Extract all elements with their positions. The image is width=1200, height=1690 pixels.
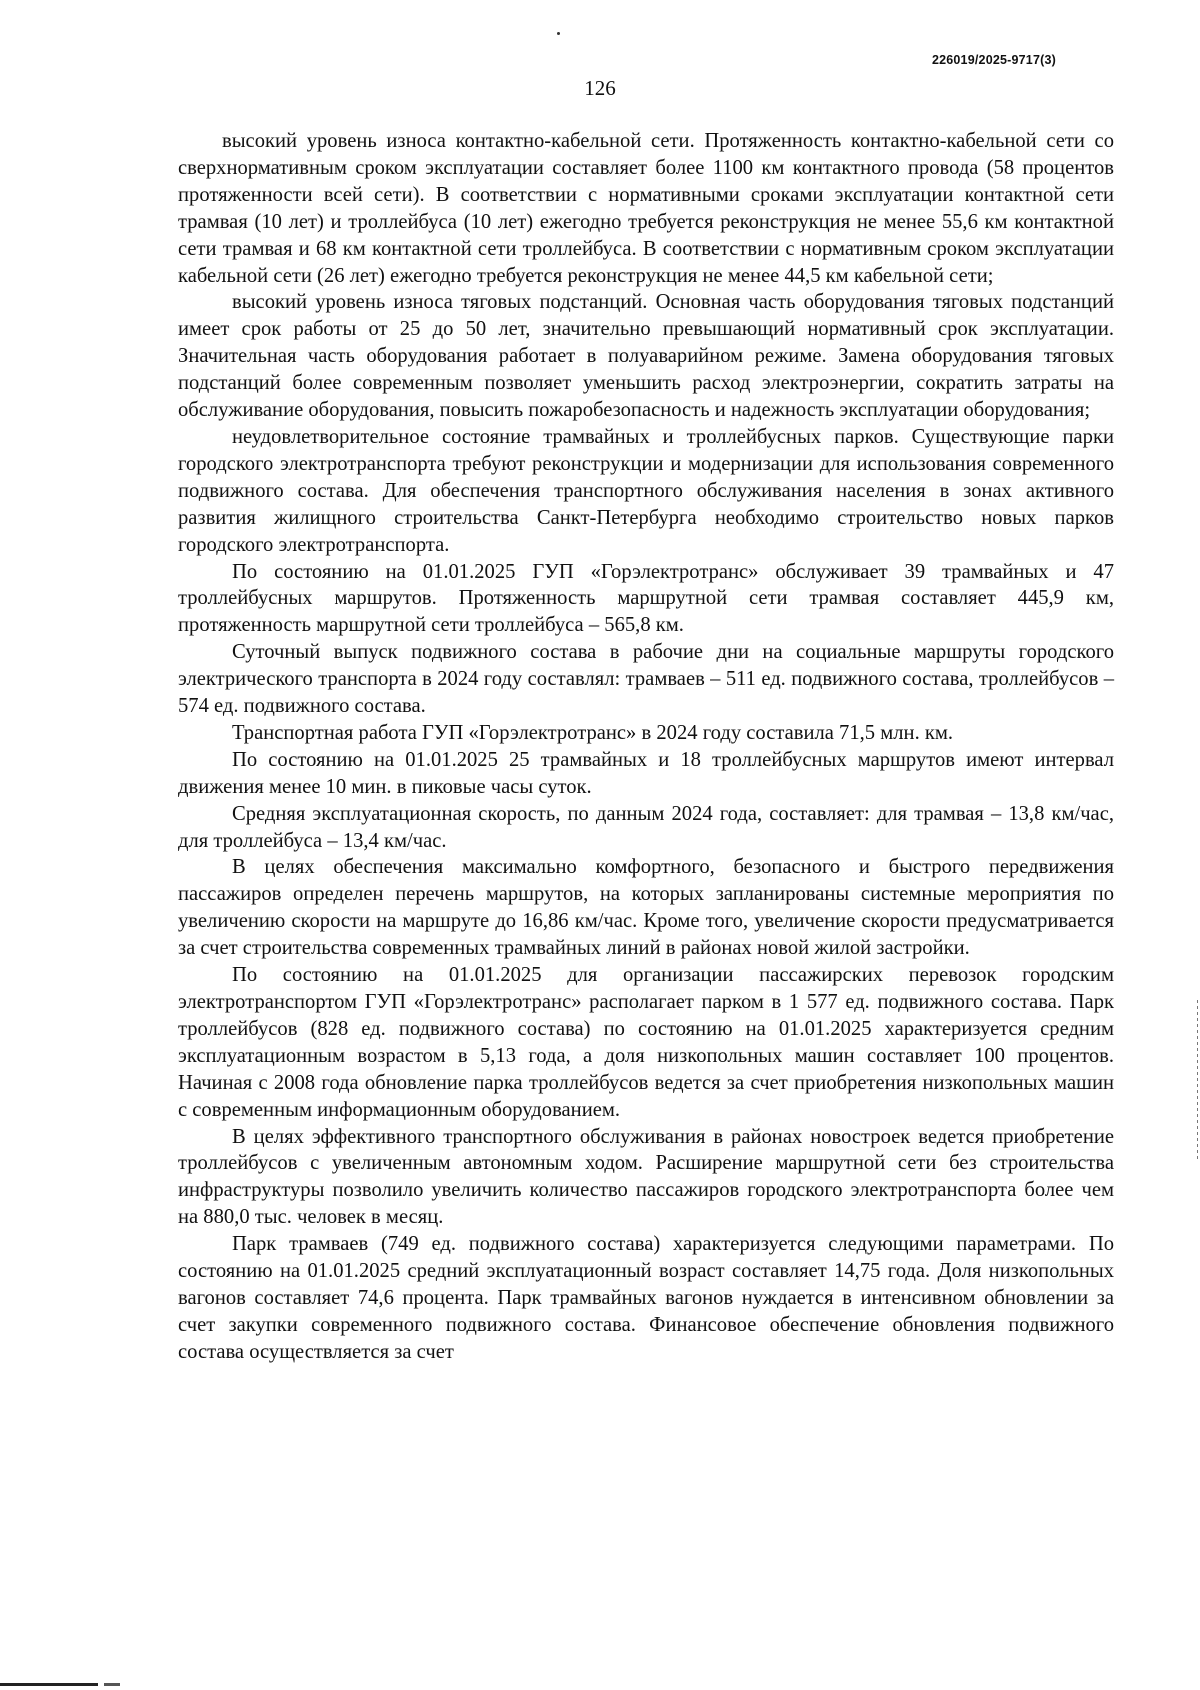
body-text xyxy=(178,128,1114,1366)
scan-bottom-dot xyxy=(104,1683,120,1686)
paragraph-route-network: По состоянию на 01.01.2025 ГУП «Горэлектротранс» обслуживает 39 трамвайных и 47 троллейбусных маршрутов. Протяженность маршрутной сети трамвая составляет 445,9 км, протяженность маршрутной сети троллейбуса – 565,8 км. xyxy=(178,560,1114,637)
paragraph-fleet-trolleybus: По состоянию на 01.01.2025 для организации пассажирских перевозок городским электротранспортом ГУП «Горэлектротранс» располагает парком в 1 577 ед. подвижного состава. Парк троллейбусов (828 ед. подвижного состава) по состоянию на 01.01.2025 характеризуется средним эксплуатационным возрастом в 5,13 года, а доля низкопольных машин составляет 100 процентов. Начиная с 2008 года обновление парка троллейбусов ведется за счет приобретения низкопольных машин с современным информационным оборудованием. xyxy=(178,964,1114,1121)
paragraph-contact-network-wear: высокий уровень износа контактно-кабельной сети. Протяженность контактно-кабельной сети со сверхнормативным сроком эксплуатации составляет более 1100 км контактного провода (58 процентов протяженности всей сети). В соответствии с нормативными сроками эксплуатации контактной сети трамвая (10 лет) и троллейбуса (10 лет) ежегодно требуется реконструкция не менее 55,6 км контактной сети трамвая и 68 км контактной сети троллейбуса. В соответствии с нормативным сроком эксплуатации кабельной сети (26 лет) ежегодно требуется реконструкция не менее 44,5 км кабельной сети; xyxy=(178,130,1114,287)
paragraph-depots-condition: неудовлетворительное состояние трамвайных и троллейбусных парков. Существующие парки городского электротранспорта требуют реконструкции и модернизации для использования современного подвижного состава. Для обеспечения транспортного обслуживания населения в зонах активного развития жилищного строительства Санкт-Петербурга необходимо строительство новых парков городского электротранспорта. xyxy=(178,425,1114,556)
paragraph-autonomous-trolleybus: В целях эффективного транспортного обслуживания в районах новостроек ведется приобретение троллейбусов с увеличенным автономным ходом. Расширение маршрутной сети без строительства инфраструктуры позволило увеличить количество пассажиров городского электротранспорта более чем на 880,0 тыс. человек в месяц. xyxy=(178,1125,1114,1229)
paragraph-average-speed: Средняя эксплуатационная скорость, по данным 2024 года, составляет: для трамвая – 13,8 км/час, для троллейбуса – 13,4 км/час. xyxy=(178,802,1114,852)
page-number: 126 xyxy=(584,76,616,100)
paragraph-substations-wear: высокий уровень износа тяговых подстанций. Основная часть оборудования тяговых подстанций имеет срок работы от 25 до 50 лет, значительно превышающий нормативный срок эксплуатации. Значительная часть оборудования работает в полуаварийном режиме. Замена оборудования тяговых подстанций более современным позволяет уменьшить расход электроэнергии, сократить затраты на обслуживание оборудования, повысить пожаробезопасность и надежность эксплуатации оборудования; xyxy=(178,291,1114,422)
paragraph-fleet-tram: Парк трамваев (749 ед. подвижного состава) характеризуется следующими параметрами. По состоянию на 01.01.2025 средний эксплуатационный возраст составляет 14,75 года. Доля низкопольных вагонов составляет 74,6 процента. Парк трамвайных вагонов нуждается в интенсивном обновлении за счет закупки современного подвижного состава. Финансовое обеспечение обновления подвижного состава осуществляется за счет xyxy=(178,1233,1114,1363)
scan-speck xyxy=(557,32,560,35)
paragraph-transport-work: Транспортная работа ГУП «Горэлектротранс» в 2024 году составила 71,5 млн. км. xyxy=(232,721,954,744)
paragraph-daily-output: Суточный выпуск подвижного состава в рабочие дни на социальные маршруты городского электрического транспорта в 2024 году составлял: трамваев – 511 ед. подвижного состава, троллейбусов – 574 ед. подвижного состава. xyxy=(178,641,1114,718)
document-registration-number: 226019/2025-9717(3) xyxy=(931,53,1056,67)
scan-bottom-mark xyxy=(0,1683,98,1686)
paragraph-interval: По состоянию на 01.01.2025 25 трамвайных и 18 троллейбусных маршрутов имеют интервал движения менее 10 мин. в пиковые часы суток. xyxy=(178,748,1114,798)
paragraph-speed-measures: В целях обеспечения максимально комфортного, безопасного и быстрого передвижения пассажиров определен перечень маршрутов, на которых запланированы системные мероприятия по увеличению скорости на маршруте до 16,86 км/час. Кроме того, увеличение скорости предусматривается за счет строительства современных трамвайных линий в районах новой жилой застройки. xyxy=(178,856,1114,960)
scan-edge-artifact xyxy=(1197,1000,1198,1160)
